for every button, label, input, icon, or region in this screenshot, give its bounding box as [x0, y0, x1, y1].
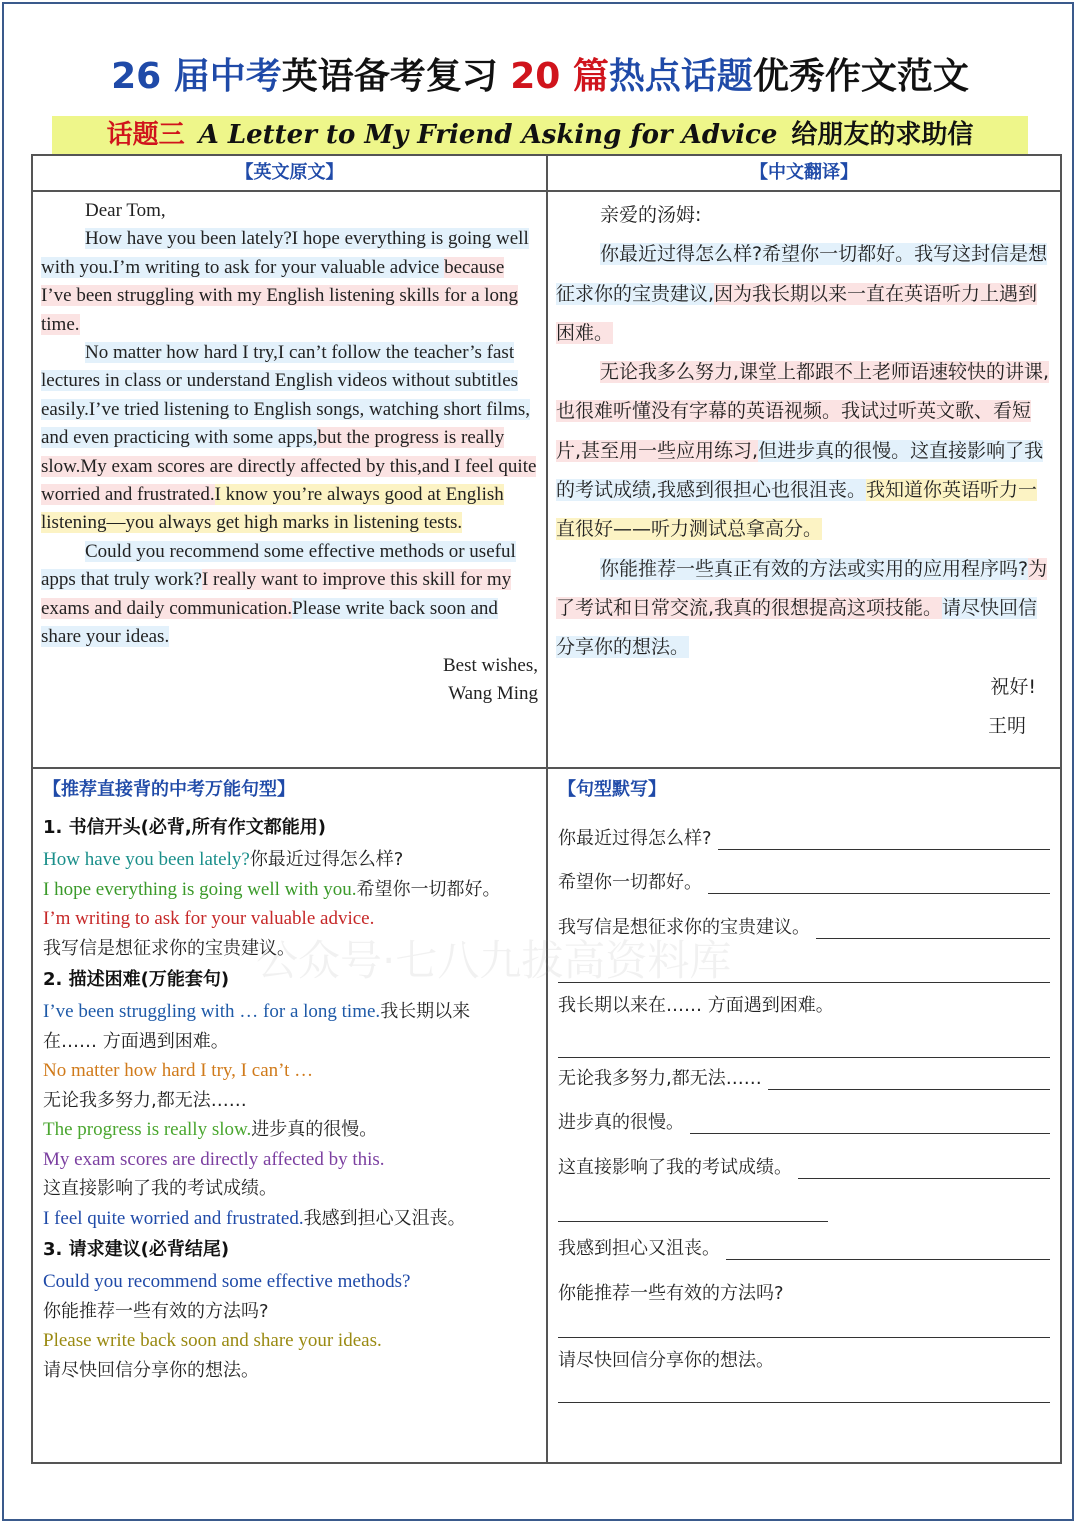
- dictation-prompt: 你能推荐一些有效的方法吗?: [558, 1282, 784, 1304]
- zh-closing: 祝好!: [990, 675, 1036, 698]
- zh-p2-part-a: 无论我多么努力,课堂上都跟不上老师语速较快的讲课,也很难听懂没有字幕的英语视频。我试过听英文歌、看短片,甚至用一些应用练习,: [556, 361, 1050, 462]
- watermark: 公众号·七八九拔高资料库: [256, 936, 732, 985]
- dictation-item: [558, 811, 1050, 856]
- answer-blank[interactable]: [558, 1023, 1050, 1058]
- zh-p1-part-a: 你最近过得怎么样?希望你一切都好。我写这封信是想征求你的宝贵建议,: [556, 243, 1048, 305]
- dictation-item: [558, 1222, 1050, 1267]
- answer-blank[interactable]: [708, 893, 1050, 894]
- header-original: 【英文原文】: [32, 155, 547, 191]
- dictation-item: [558, 1140, 1050, 1185]
- pattern-en: The progress is really slow.: [43, 1119, 252, 1140]
- dictation-item: [558, 1058, 1050, 1096]
- pattern-zh: 请尽快回信分享你的想法。: [43, 1359, 259, 1381]
- pattern-line: [43, 845, 536, 875]
- letter-signature: Wang Ming: [448, 682, 538, 704]
- answer-blank[interactable]: [558, 1311, 1050, 1338]
- pattern-zh: 这直接影响了我的考试成绩。: [43, 1178, 277, 1199]
- pattern-zh: 我写信是想征求你的宝贵建议。: [43, 937, 295, 959]
- pattern-line: [43, 934, 536, 964]
- chinese-letter: [548, 192, 1060, 746]
- letter-p2-part-b: but the progress is really slow.My exam scores are directly affected by this,and I feel quite worried and frustrated.: [41, 427, 537, 506]
- letter-p2-part-c: I know you’re always good at English listening—you always get high marks in listening tests.: [41, 484, 504, 534]
- zh-paragraph-2: [556, 353, 1052, 549]
- pattern-line: [43, 1297, 536, 1327]
- zh-paragraph-3: [556, 550, 1052, 668]
- letter-p2-part-a: No matter how hard I try,I can’t follow the teacher’s fast lectures in class or understand English videos without subtitles easily.I’ve tried listening to English songs, watching short films, and even practicing with some apps,: [41, 342, 531, 449]
- answer-blank[interactable]: [718, 849, 1050, 850]
- dictation-prompt: 这直接影响了我的考试成绩。: [558, 1156, 792, 1178]
- answer-blank[interactable]: [816, 938, 1050, 939]
- section-2-title: 2. 描述困难(万能套句): [43, 969, 230, 990]
- answer-blank[interactable]: [768, 1089, 1050, 1090]
- dictation-prompt: 我长期以来在…… 方面遇到困难。: [558, 994, 834, 1016]
- topic-label: 话题三: [106, 120, 185, 150]
- pattern-line: [43, 1356, 536, 1386]
- zh-p2-part-c: 我知道你英语听力一直很好——听力测试总拿高分。: [556, 479, 1038, 541]
- dictation-prompt: 无论我多努力,都无法……: [558, 1067, 762, 1089]
- pattern-en: Please write back soon and share your ideas.: [43, 1330, 382, 1351]
- pattern-zh: 无论我多努力,都无法……: [43, 1089, 247, 1111]
- dictation-prompt: 希望你一切都好。: [558, 872, 702, 893]
- pattern-line: [43, 1204, 536, 1234]
- pattern-zh: 你最近过得怎么样?: [249, 849, 404, 870]
- dictation-title: 【句型默写】: [558, 779, 666, 800]
- zh-p2-part-b: 但进步真的很慢。这直接影响了我的考试成绩,我感到很担心也很沮丧。: [556, 439, 1044, 502]
- dictation-prompt: 你最近过得怎么样?: [558, 827, 712, 849]
- section-1-title: 1. 书信开头(必背,所有作文都能用): [43, 817, 326, 838]
- dictation-item: [558, 1266, 1050, 1311]
- letter-p3-part-b: I really want to improve this skill for my exams and daily communication.: [41, 569, 512, 619]
- letter-p3-part-a: Could you recommend some effective methods or useful apps that truly work?: [41, 540, 516, 591]
- pattern-line: [43, 997, 536, 1027]
- answer-blank[interactable]: [558, 945, 1050, 983]
- pattern-zh: 你能推荐一些有效的方法吗?: [43, 1300, 269, 1322]
- zh-p3-part-a: 你能推荐一些真正有效的方法或实用的应用程序吗?: [600, 557, 1029, 580]
- answer-blank[interactable]: [558, 1378, 1050, 1403]
- section-3-title: 3. 请求建议(必背结尾): [43, 1239, 230, 1260]
- pattern-en: My exam scores are directly affected by this.: [43, 1148, 385, 1170]
- letter-closing: Best wishes,: [443, 654, 538, 676]
- topic-chinese: 给朋友的求助信: [791, 120, 974, 150]
- dictation-item: [558, 1338, 1050, 1378]
- chinese-letter-cell: [547, 191, 1061, 768]
- dictation-list: [548, 811, 1060, 1403]
- pattern-line: [43, 1174, 536, 1204]
- title-part-5: 优秀作文范文: [752, 56, 969, 97]
- english-letter: [33, 192, 546, 708]
- letter-p3-part-c: Please write back soon and share your ideas.: [41, 597, 498, 648]
- title-part-1: 26 届中考: [111, 56, 282, 97]
- title-part-2: 英语备考复习: [281, 56, 511, 97]
- dictation-prompt: 我写信是想征求你的宝贵建议。: [558, 916, 810, 938]
- pattern-en: No matter how hard I try, I can’t …: [43, 1060, 314, 1081]
- topic-banner: [52, 116, 1028, 154]
- pattern-line: [43, 875, 536, 905]
- zh-p3-part-b: 为了考试和日常交流,我真的很想提高这项技能。: [556, 557, 1048, 619]
- letter-greeting: Dear Tom,: [85, 200, 166, 221]
- pattern-line: [43, 904, 536, 934]
- header-translation: 【中文翻译】: [547, 155, 1061, 191]
- pattern-line: [43, 1267, 536, 1297]
- answer-blank[interactable]: [726, 1259, 1050, 1260]
- content-grid: [31, 154, 1062, 1464]
- pattern-en: I hope everything is going well with you.: [43, 878, 357, 900]
- dictation-prompt: 我感到担心又沮丧。: [558, 1238, 720, 1259]
- pattern-en: How have you been lately?: [43, 849, 250, 870]
- letter-p1-part-b: because I’ve been struggling with my English listening skills for a long time.: [41, 256, 519, 335]
- answer-blank[interactable]: [558, 1185, 828, 1222]
- patterns-list: [33, 811, 546, 1385]
- title-part-3: 20 篇: [510, 56, 609, 97]
- pattern-en: I feel quite worried and frustrated.: [43, 1207, 304, 1229]
- dictation-cell: [547, 768, 1061, 1463]
- zh-greeting: 亲爱的汤姆:: [600, 204, 702, 226]
- answer-blank[interactable]: [690, 1133, 1050, 1134]
- pattern-en: I’m writing to ask for your valuable advice.: [43, 908, 375, 929]
- topic-english: A Letter to My Friend Asking for Advice: [198, 120, 778, 150]
- pattern-zh: 希望你一切都好。: [356, 878, 501, 900]
- title-part-4: 热点话题: [608, 56, 753, 97]
- dictation-prompt: 请尽快回信分享你的想法。: [558, 1349, 774, 1371]
- dictation-prompt: 进步真的很慢。: [558, 1112, 684, 1133]
- pattern-zh: 我感到担心又沮丧。: [303, 1207, 466, 1229]
- zh-paragraph-1: [556, 235, 1052, 353]
- zh-p3-part-c: 请尽快回信分享你的想法。: [556, 596, 1038, 659]
- zh-signature: 王明: [987, 714, 1026, 737]
- pattern-zh: 我长期以来: [380, 1001, 471, 1022]
- dictation-item: [558, 983, 1050, 1023]
- page-title: [0, 48, 1080, 99]
- dictation-item: [558, 856, 1050, 901]
- zh-p1-part-b: 因为我长期以来一直在英语听力上遇到困难。: [556, 282, 1038, 344]
- dictation-item: [558, 900, 1050, 945]
- pattern-line: [43, 1326, 536, 1356]
- dictation-item: [558, 1096, 1050, 1141]
- letter-p1-part-a: How have you been lately?I hope everything is going well with you.I’m writing to ask for your valuable advice: [41, 228, 529, 278]
- answer-blank[interactable]: [798, 1178, 1050, 1179]
- patterns-title: 【推荐直接背的中考万能句型】: [43, 779, 295, 800]
- pattern-line: [43, 1086, 536, 1116]
- letter-paragraph-1: [41, 225, 538, 339]
- pattern-zh: 进步真的很慢。: [251, 1119, 378, 1140]
- pattern-line: [43, 1115, 536, 1145]
- pattern-en: I’ve been struggling with … for a long time.: [43, 1001, 381, 1022]
- pattern-line: [43, 1145, 536, 1175]
- patterns-cell: [32, 768, 547, 1463]
- english-letter-cell: [32, 191, 547, 768]
- letter-paragraph-3: [41, 538, 538, 652]
- letter-paragraph-2: [41, 339, 538, 538]
- pattern-line: [43, 1027, 536, 1057]
- pattern-en: Could you recommend some effective methods?: [43, 1271, 411, 1292]
- pattern-line: [43, 1056, 536, 1086]
- pattern-zh: 在…… 方面遇到困难。: [43, 1030, 229, 1052]
